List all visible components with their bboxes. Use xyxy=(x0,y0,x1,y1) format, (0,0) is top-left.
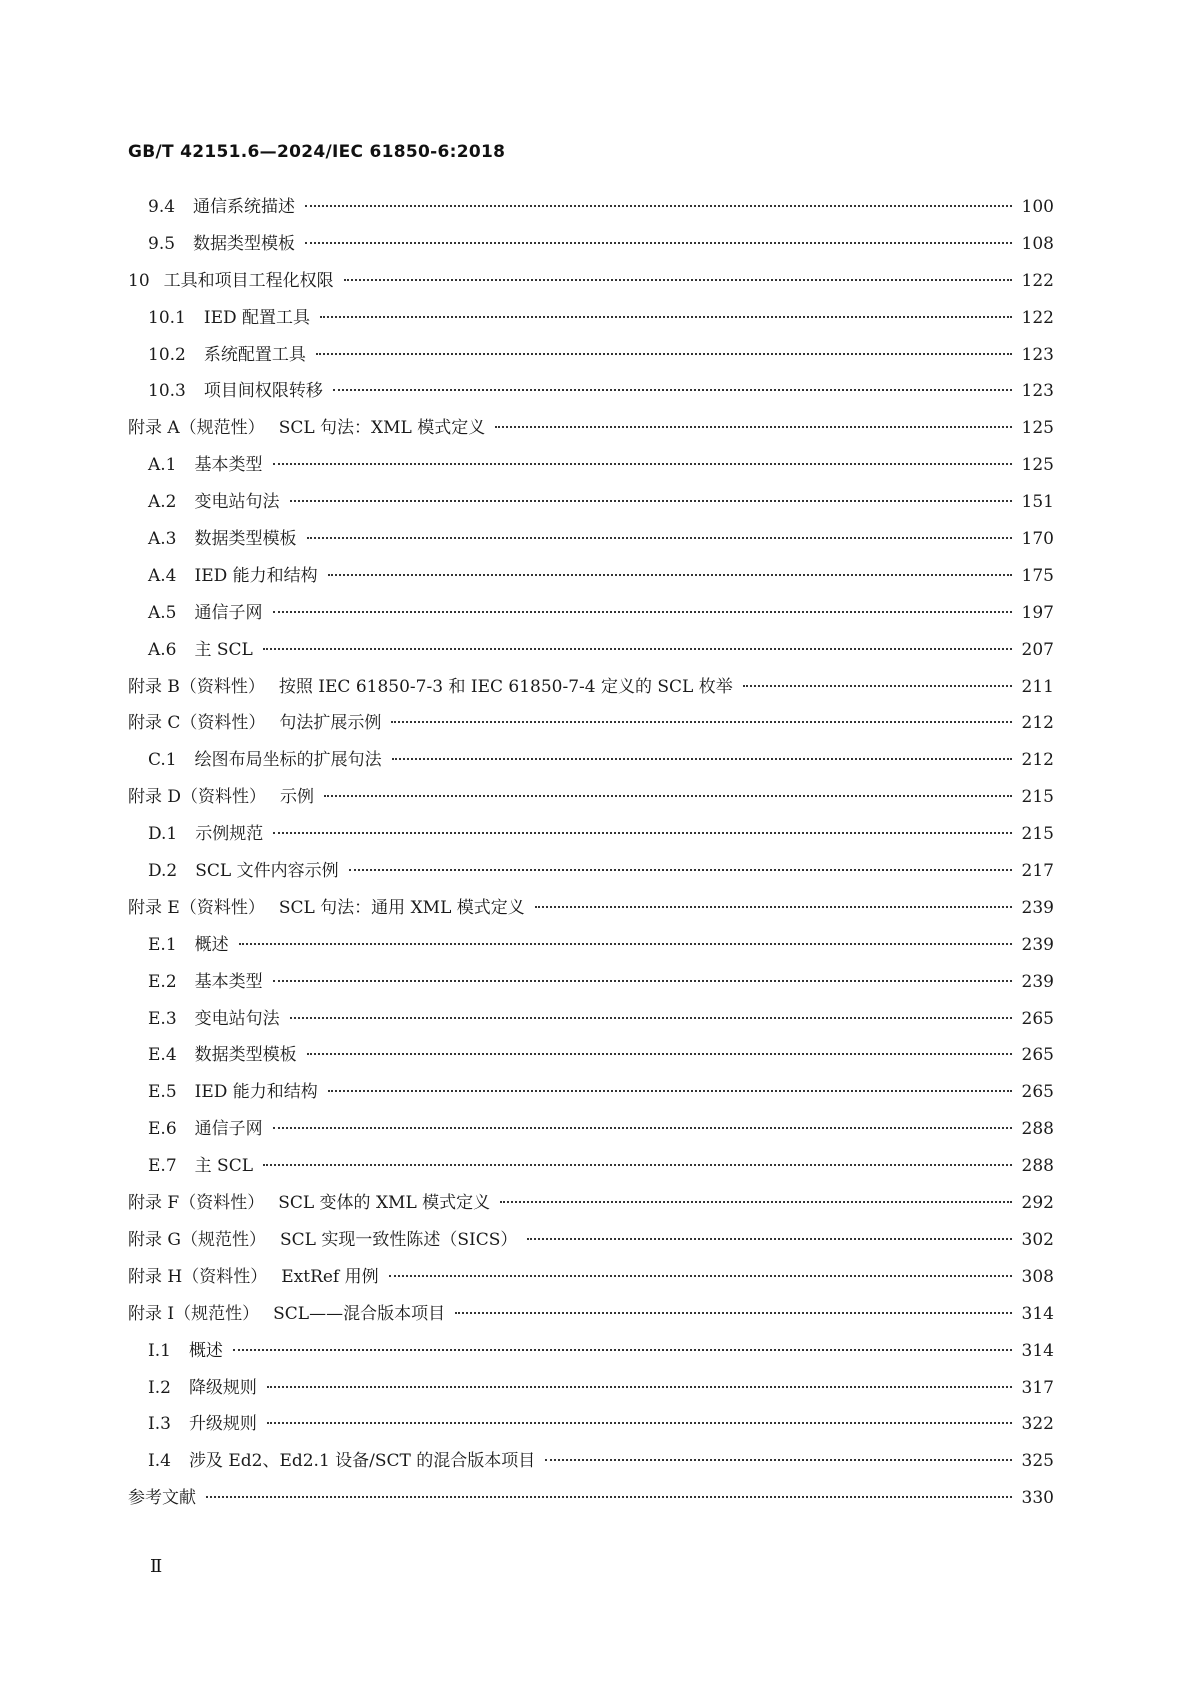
toc-entry-page: 265 xyxy=(1021,1008,1054,1029)
toc-entry-number: A.3 xyxy=(148,529,177,550)
toc-dot-leader xyxy=(290,500,1013,502)
toc-entry-number: 附录 H（资料性） xyxy=(128,1266,268,1287)
toc-entry-page: 122 xyxy=(1021,307,1054,328)
toc-entry-page: 197 xyxy=(1021,602,1054,623)
toc-entry-title: 变电站句法 xyxy=(194,1008,280,1029)
toc-entry-title: SCL 句法：XML 模式定义 xyxy=(278,418,486,439)
toc-entry[interactable] xyxy=(128,930,1054,967)
toc-dot-leader xyxy=(328,1090,1012,1092)
toc-entry[interactable] xyxy=(128,1188,1054,1225)
toc-entry-number: I.2 xyxy=(148,1377,171,1398)
toc-entry-title: SCL 文件内容示例 xyxy=(195,861,339,882)
toc-entry-title: SCL 实现一致性陈述（SICS） xyxy=(279,1229,518,1250)
toc-entry[interactable] xyxy=(128,782,1054,819)
toc-entry-title: 主 SCL xyxy=(194,1156,253,1177)
toc-entry-page: 215 xyxy=(1021,824,1054,845)
toc-dot-leader xyxy=(527,1238,1012,1240)
toc-entry-title: SCL——混合版本项目 xyxy=(273,1303,446,1324)
toc-entry[interactable] xyxy=(128,1373,1054,1410)
toc-entry-title: ExtRef 用例 xyxy=(281,1266,379,1287)
toc-entry-page: 215 xyxy=(1021,787,1054,808)
toc-entry-page: 123 xyxy=(1021,381,1054,402)
toc-entry[interactable] xyxy=(128,745,1054,782)
toc-entry-page: 325 xyxy=(1021,1451,1054,1472)
toc-entry[interactable] xyxy=(128,266,1054,303)
toc-dot-leader xyxy=(392,758,1012,760)
toc-entry[interactable] xyxy=(128,1077,1054,1114)
toc-entry-title: 变电站句法 xyxy=(194,492,280,513)
toc-entry-page: 212 xyxy=(1021,750,1054,771)
toc-dot-leader xyxy=(389,1275,1012,1277)
toc-entry-page: 125 xyxy=(1021,455,1054,476)
toc-entry-number: 10 xyxy=(128,270,150,291)
table-of-contents xyxy=(128,192,1054,1520)
toc-entry-title: 项目间权限转移 xyxy=(203,381,323,402)
toc-entry-number: 9.5 xyxy=(148,233,176,254)
toc-dot-leader xyxy=(320,316,1012,318)
toc-entry-number: I.1 xyxy=(148,1340,171,1361)
toc-entry-title: 工具和项目工程化权限 xyxy=(163,270,334,291)
toc-entry[interactable] xyxy=(128,1299,1054,1336)
toc-entry-page: 308 xyxy=(1021,1266,1054,1287)
toc-entry-number: I.3 xyxy=(148,1414,171,1435)
toc-entry-number: 附录 B（资料性） xyxy=(128,676,265,697)
toc-entry-page: 125 xyxy=(1021,418,1054,439)
toc-entry-title: IED 能力和结构 xyxy=(194,1082,318,1103)
toc-dot-leader xyxy=(206,1496,1012,1498)
toc-entry-title: 涉及 Ed2、Ed2.1 设备/SCT 的混合版本项目 xyxy=(188,1451,536,1472)
toc-dot-leader xyxy=(263,1164,1012,1166)
toc-entry[interactable] xyxy=(128,413,1054,450)
standard-code-header: GB/T 42151.6—2024/IEC 61850-6:2018 xyxy=(128,142,506,162)
toc-entry-number: 10.2 xyxy=(148,344,186,365)
toc-entry-page: 175 xyxy=(1021,565,1054,586)
toc-entry[interactable] xyxy=(128,192,1054,229)
toc-entry-number: A.1 xyxy=(148,455,177,476)
toc-entry-title: 通信子网 xyxy=(194,1119,263,1140)
toc-dot-leader xyxy=(305,205,1012,207)
toc-entry-title: 绘图布局坐标的扩展句法 xyxy=(194,750,382,771)
toc-entry-page: 322 xyxy=(1021,1414,1054,1435)
toc-entry-page: 314 xyxy=(1021,1303,1054,1324)
toc-entry-title: SCL 句法：通用 XML 模式定义 xyxy=(278,897,525,918)
toc-entry[interactable] xyxy=(128,1409,1054,1446)
toc-entry-title: 基本类型 xyxy=(194,455,263,476)
toc-dot-leader xyxy=(273,1127,1012,1129)
toc-dot-leader xyxy=(535,906,1012,908)
toc-entry-title: SCL 变体的 XML 模式定义 xyxy=(278,1193,491,1214)
toc-entry-title: 升级规则 xyxy=(188,1414,257,1435)
toc-dot-leader xyxy=(305,242,1012,244)
page-number: Ⅱ xyxy=(150,1556,163,1577)
toc-dot-leader xyxy=(328,574,1012,576)
toc-entry-page: 330 xyxy=(1021,1488,1054,1509)
toc-entry-page: 302 xyxy=(1021,1229,1054,1250)
toc-entry-title: 降级规则 xyxy=(188,1377,257,1398)
toc-entry-number: 附录 A（规范性） xyxy=(128,418,265,439)
toc-entry[interactable] xyxy=(128,856,1054,893)
toc-entry-title: 数据类型模板 xyxy=(194,1045,297,1066)
toc-entry-title: IED 能力和结构 xyxy=(194,565,318,586)
toc-entry[interactable] xyxy=(128,340,1054,377)
toc-entry[interactable] xyxy=(128,708,1054,745)
toc-entry-page: 288 xyxy=(1021,1156,1054,1177)
toc-entry[interactable] xyxy=(128,967,1054,1004)
toc-dot-leader xyxy=(273,980,1012,982)
toc-dot-leader xyxy=(324,795,1012,797)
toc-entry-page: 239 xyxy=(1021,934,1054,955)
toc-entry-page: 123 xyxy=(1021,344,1054,365)
toc-entry[interactable] xyxy=(128,1446,1054,1483)
toc-entry[interactable] xyxy=(128,376,1054,413)
toc-entry-page: 314 xyxy=(1021,1340,1054,1361)
toc-entry-title: 示例 xyxy=(280,787,315,808)
toc-dot-leader xyxy=(344,279,1012,281)
toc-entry[interactable] xyxy=(128,598,1054,635)
toc-entry-number: D.2 xyxy=(148,861,178,882)
toc-entry-page: 239 xyxy=(1021,897,1054,918)
toc-entry-title: 句法扩展示例 xyxy=(279,713,382,734)
toc-entry[interactable] xyxy=(128,893,1054,930)
toc-entry[interactable] xyxy=(128,1040,1054,1077)
toc-dot-leader xyxy=(290,1017,1012,1019)
toc-dot-leader xyxy=(273,463,1013,465)
toc-entry-page: 217 xyxy=(1021,861,1054,882)
toc-entry-page: 265 xyxy=(1021,1082,1054,1103)
toc-entry[interactable] xyxy=(128,450,1054,487)
toc-dot-leader xyxy=(316,353,1012,355)
toc-dot-leader xyxy=(391,721,1012,723)
toc-entry-number: 附录 F（资料性） xyxy=(128,1193,265,1214)
toc-entry-page: 239 xyxy=(1021,971,1054,992)
toc-entry-page: 151 xyxy=(1021,492,1054,513)
toc-entry[interactable] xyxy=(128,1262,1054,1299)
toc-entry[interactable] xyxy=(128,561,1054,598)
toc-entry-number: E.6 xyxy=(148,1119,177,1140)
toc-entry-page: 211 xyxy=(1021,676,1054,697)
toc-entry-title: 数据类型模板 xyxy=(193,233,296,254)
toc-entry-page: 207 xyxy=(1021,639,1054,660)
toc-entry[interactable] xyxy=(128,672,1054,709)
toc-entry-page: 108 xyxy=(1021,233,1054,254)
toc-dot-leader xyxy=(349,869,1012,871)
toc-entry-number: A.4 xyxy=(148,565,177,586)
toc-dot-leader xyxy=(495,426,1012,428)
toc-entry-title: 主 SCL xyxy=(194,639,253,660)
toc-entry[interactable] xyxy=(128,229,1054,266)
toc-entry-number: C.1 xyxy=(148,750,177,771)
toc-entry-number: 附录 I（规范性） xyxy=(128,1303,260,1324)
toc-dot-leader xyxy=(307,1053,1012,1055)
toc-entry-number: 附录 E（资料性） xyxy=(128,897,265,918)
toc-dot-leader xyxy=(307,537,1013,539)
toc-entry-page: 265 xyxy=(1021,1045,1054,1066)
toc-entry-number: E.2 xyxy=(148,971,177,992)
toc-entry[interactable] xyxy=(128,1114,1054,1151)
toc-dot-leader xyxy=(267,1386,1012,1388)
toc-entry-number: 附录 D（资料性） xyxy=(128,787,267,808)
toc-entry[interactable] xyxy=(128,1336,1054,1373)
toc-entry[interactable] xyxy=(128,1225,1054,1262)
toc-entry-number: 10.3 xyxy=(148,381,186,402)
toc-entry-page: 317 xyxy=(1021,1377,1054,1398)
toc-entry-title: IED 配置工具 xyxy=(203,307,311,328)
toc-entry-number: E.1 xyxy=(148,934,177,955)
toc-dot-leader xyxy=(333,389,1012,391)
toc-entry-number: A.5 xyxy=(148,602,177,623)
toc-entry-title: 系统配置工具 xyxy=(203,344,306,365)
toc-entry-number: A.6 xyxy=(148,639,177,660)
toc-entry-number: 附录 C（资料性） xyxy=(128,713,266,734)
toc-entry-title: 数据类型模板 xyxy=(194,529,297,550)
toc-entry[interactable] xyxy=(128,819,1054,856)
toc-dot-leader xyxy=(500,1201,1012,1203)
toc-dot-leader xyxy=(239,943,1012,945)
toc-entry-number: E.7 xyxy=(148,1156,177,1177)
toc-entry-title: 概述 xyxy=(188,1340,223,1361)
toc-dot-leader xyxy=(273,611,1013,613)
toc-entry-number: E.5 xyxy=(148,1082,177,1103)
toc-entry-number: D.1 xyxy=(148,824,178,845)
toc-dot-leader xyxy=(743,685,1012,687)
toc-entry-page: 292 xyxy=(1021,1193,1054,1214)
toc-entry-page: 170 xyxy=(1021,529,1054,550)
toc-entry[interactable] xyxy=(128,1483,1054,1520)
toc-entry-page: 288 xyxy=(1021,1119,1054,1140)
toc-dot-leader xyxy=(267,1422,1012,1424)
toc-entry-number: I.4 xyxy=(148,1451,171,1472)
toc-entry-title: 基本类型 xyxy=(194,971,263,992)
toc-entry[interactable] xyxy=(128,1004,1054,1041)
toc-entry-page: 122 xyxy=(1021,270,1054,291)
toc-entry[interactable] xyxy=(128,303,1054,340)
toc-entry-number: A.2 xyxy=(148,492,177,513)
toc-entry-title: 通信子网 xyxy=(194,602,263,623)
toc-entry-title: 示例规范 xyxy=(195,824,264,845)
toc-dot-leader xyxy=(233,1349,1012,1351)
toc-dot-leader xyxy=(545,1459,1012,1461)
toc-dot-leader xyxy=(273,832,1012,834)
toc-entry-title: 参考文献 xyxy=(128,1488,196,1509)
toc-entry-number: 附录 G（规范性） xyxy=(128,1229,266,1250)
toc-entry-number: 10.1 xyxy=(148,307,186,328)
toc-entry[interactable] xyxy=(128,1151,1054,1188)
toc-entry-title: 按照 IEC 61850-7-3 和 IEC 61850-7-4 定义的 SCL 枚举 xyxy=(278,676,733,697)
toc-entry-page: 100 xyxy=(1021,197,1054,217)
toc-entry-number: E.4 xyxy=(148,1045,177,1066)
toc-entry-title: 通信系统描述 xyxy=(193,197,296,217)
toc-dot-leader xyxy=(263,648,1012,650)
toc-entry-title: 概述 xyxy=(194,934,229,955)
toc-entry-number: 9.4 xyxy=(148,197,176,217)
toc-entry[interactable] xyxy=(128,487,1054,524)
toc-entry-number: E.3 xyxy=(148,1008,177,1029)
toc-entry-page: 212 xyxy=(1021,713,1054,734)
toc-entry[interactable] xyxy=(128,635,1054,672)
toc-dot-leader xyxy=(455,1312,1012,1314)
toc-entry[interactable] xyxy=(128,524,1054,561)
